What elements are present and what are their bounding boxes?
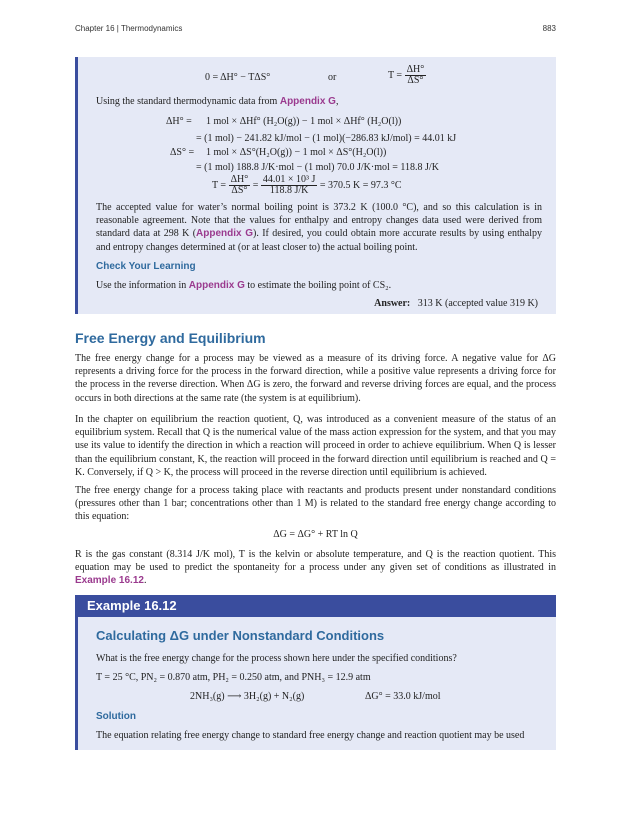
example-conditions: T = 25 °C, PN₂ = 0.870 atm, PH₂ = 0.250 atm, and PNH₃ = 12.9 atm (96, 672, 371, 683)
fraction-numerator: ΔH° (406, 64, 425, 75)
answer-value: 313 K (accepted value 319 K) (417, 298, 538, 309)
cyl-text-a: Use the information in (96, 280, 189, 291)
example-reaction: 2NH₃(g) ⟶ 3H₂(g) + N₂(g) (190, 691, 305, 702)
example-box (75, 617, 556, 750)
equation-equilibrium: 0 = ΔH° − TΔS° (205, 72, 271, 83)
equation-T-fraction (388, 65, 426, 86)
para-text-b: ). If desired, you could obtain more accurate results by using enthalpy and entropy changes determined at (or at least closer to) the actual boiling point. (96, 228, 542, 253)
check-your-learning-text (96, 279, 391, 292)
section-paragraph-4 (75, 548, 556, 588)
equation-T-label: T = (388, 69, 403, 81)
accepted-value-paragraph (96, 201, 542, 254)
answer-line (374, 297, 538, 310)
solution-text: The equation relating free energy change to standard free energy change and reaction quotient may be used (96, 730, 525, 741)
p4-text-b: . (143, 575, 147, 587)
free-energy-equation: ΔG = ΔG° + RT ln Q (273, 529, 358, 540)
check-your-learning-title: Check Your Learning (96, 261, 196, 272)
appendix-g-link-2[interactable]: Appendix G (196, 228, 254, 240)
example-continuation-box (75, 57, 556, 314)
running-header-chapter: Chapter 16 | Thermodynamics (75, 24, 183, 33)
T-result: = 370.5 K = 97.3 °C (319, 179, 402, 191)
example-dG-standard: ΔG° = 33.0 kJ/mol (365, 691, 441, 702)
appendix-g-link[interactable]: Appendix G (279, 96, 336, 107)
T-equals: = (252, 179, 259, 191)
fraction (405, 65, 427, 86)
intro-tail: , (335, 96, 339, 107)
section-title: Free Energy and Equilibrium (75, 330, 266, 346)
answer-label: Answer: (374, 298, 411, 309)
dH-line-2: = (1 mol) − 241.82 kJ/mol − (1 mol)(−286.83 kJ/mol) = 44.01 kJ (196, 133, 457, 144)
intro-text: Using the standard thermodynamic data from (96, 96, 280, 107)
T-fraction-2 (261, 175, 318, 196)
T-calculation (212, 175, 402, 196)
T-fraction-2-den: 118.8 J/K (269, 185, 309, 196)
T-lhs: T = (212, 179, 227, 191)
appendix-g-link-3[interactable]: Appendix G (188, 280, 245, 291)
example-title: Calculating ΔG under Nonstandard Conditions (96, 628, 385, 643)
example-header-bar: Example 16.12 (75, 595, 556, 617)
T-fraction-1-den: ΔS° (231, 185, 248, 196)
T-fraction-1-num: ΔH° (230, 174, 249, 185)
example-question: What is the free energy change for the process shown here under the specified conditions? (96, 653, 457, 664)
page-number: 883 (542, 24, 556, 33)
intro-line (96, 95, 338, 108)
section-paragraph-3: The free energy change for a process taking place with reactants and products present under nonstandard conditions (pressures other than 1 bar; concentrations other than 1 M) is related to the standard free energy change according to this equation: (75, 485, 556, 523)
section-paragraph-1: The free energy change for a process may be viewed as a measure of its driving force. A negative value for ΔG represents a driving force for the process in the forward direction, while a positive value represents a driving force for the process in the reverse direction. When ΔG is zero, the forward and reverse driving forces are equal, and the process occurs in both directions at the same rate (the system is at equilibrium). (75, 353, 556, 404)
T-fraction-1 (229, 175, 251, 196)
solution-title: Solution (96, 711, 136, 722)
example-16-12-link[interactable]: Example 16.12 (75, 575, 144, 587)
p4-text-a: R is the gas constant (8.314 J/K mol), T is the kelvin or absolute temperature, and Q is the reaction quotient. This equation may be used to predict the spontaneity for a process under any given set of conditions as illustrated in (75, 549, 556, 574)
equation-or: or (328, 72, 337, 83)
dH-line-1: 1 mol × ΔHf° (H₂O(g)) − 1 mol × ΔHf° (H₂O(l)) (206, 116, 402, 127)
T-fraction-2-num: 44.01 × 10³ J (262, 174, 316, 185)
dS-line-1: 1 mol × ΔS°(H₂O(g)) − 1 mol × ΔS°(H₂O(l)) (206, 147, 387, 158)
dS-lhs: ΔS° = (170, 147, 195, 158)
fraction-denominator: ΔS° (407, 75, 424, 86)
section-paragraph-2: In the chapter on equilibrium the reaction quotient, Q, was introduced as a convenient measure of the status of an equilibrium system. Recall that Q is the numerical value of the mass action expression for the system, and that you may use its value to identify the direction in which a reaction will proceed in order to achieve equilibrium. When Q is lesser than the equilibrium constant, K, the reaction will proceed in the forward direction until equilibrium is reached and Q = K. Conversely, if Q > K, the process will proceed in the reverse direction until equilibrium is achieved. (75, 414, 556, 478)
dS-line-2: = (1 mol) 188.8 J/K·mol − (1 mol) 70.0 J/K·mol = 118.8 J/K (196, 162, 439, 173)
para-text-a: The accepted value for water’s normal boiling point is 373.2 K (100.0 °C), and so this calculation is in reasonable agreement. Note that the values for enthalpy and entropy changes data used were derived from standard data at 298 K ( (96, 202, 542, 240)
cyl-text-b: to estimate the boiling point of CS₂. (244, 280, 392, 291)
dH-lhs: ΔH° = (166, 116, 192, 127)
